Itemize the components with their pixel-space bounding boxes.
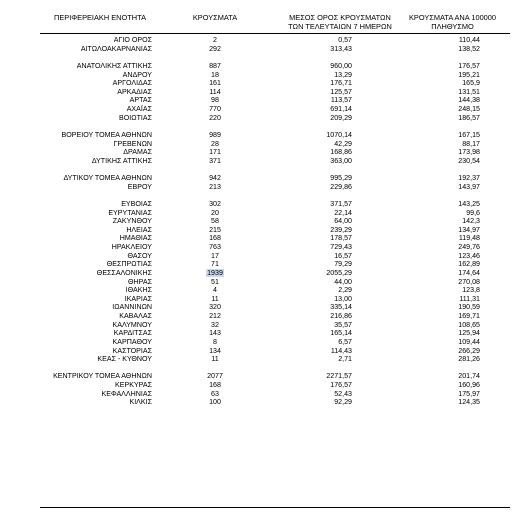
cases-cell: 942 [209,174,221,182]
table-row [0,243,514,252]
cases-cell: 32 [211,320,219,329]
cases-cell: 51 [211,277,219,286]
rate-cell: 175,97 [458,389,480,398]
table-body [0,36,514,407]
avg-cell: 13,29 [334,70,352,79]
rate-cell: 174,64 [458,268,480,277]
table-row [0,96,514,105]
region-cell: ΚΕΑΣ - ΚΥΘΝΟΥ [97,355,152,364]
rate-cell: 270,08 [458,277,480,286]
group-spacer [0,191,514,200]
region-cell: ΚΙΛΚΙΣ [129,398,152,407]
region-cell: ΑΡΤΑΣ [129,96,152,105]
region-cell: ΑΙΤΩΛΟΑΚΑΡΝΑΝΙΑΣ [80,44,152,53]
avg-cell: 313,43 [330,44,352,53]
cases-cell: 17 [211,251,219,260]
avg-cell: 691,14 [330,105,352,113]
rate-cell: 99,6 [466,208,480,217]
rate-cell: 169,71 [458,312,480,320]
cases-cell: 989 [209,130,221,139]
cases-cell: 320 [209,303,221,312]
avg-cell: 176,71 [330,79,352,88]
avg-cell: 960,00 [330,61,352,70]
region-cell: ΒΟΙΩΤΙΑΣ [119,113,152,122]
cases-cell: 4 [213,286,217,295]
table-row [0,174,514,183]
avg-cell: 371,57 [330,199,352,208]
cases-cell: 763 [209,243,221,251]
avg-cell: 239,29 [330,225,352,234]
region-cell: ΙΚΑΡΙΑΣ [124,294,152,303]
rate-cell: 266,29 [458,346,480,355]
cases-cell: 371 [209,156,221,165]
selected-text-highlight[interactable]: 1939 [207,268,223,277]
rate-cell: 123,46 [458,251,480,260]
region-cell: ΔΥΤΙΚΟΥ ΤΟΜΕΑ ΑΘΗΝΩΝ [63,174,152,182]
cases-cell: 143 [209,329,221,338]
table-row [0,303,514,312]
region-cell: ΑΧΑΪΑΣ [126,105,152,113]
rate-cell: 201,74 [458,372,480,381]
cases-cell: 114 [209,87,221,96]
avg-cell: 0,57 [338,36,352,44]
header-region: ΠΕΡΙΦΕΡΕΙΑΚΗ ΕΝΟΤΗΤΑ [54,13,146,22]
table-row [0,36,514,45]
rate-cell: 138,52 [458,44,480,53]
region-cell: ΓΡΕΒΕΝΩΝ [113,139,152,148]
table-row [0,286,514,295]
cases-cell: 168 [209,234,221,243]
avg-cell: 216,86 [330,312,352,320]
avg-cell: 168,86 [330,148,352,157]
avg-cell: 22,14 [334,208,352,217]
avg-cell: 114,43 [330,346,352,355]
avg-cell: 995,29 [330,174,352,182]
cases-cell: 171 [209,148,221,157]
rate-cell: 119,48 [458,234,480,243]
table-row [0,372,514,381]
group-spacer [0,122,514,131]
region-cell: ΚΑΡΠΑΘΟΥ [112,337,152,346]
table-row [0,79,514,88]
table-row [0,355,514,364]
avg-cell: 2055,29 [326,268,352,277]
table-row [0,278,514,287]
header-7day-average: ΜΕΣΟΣ ΟΡΟΣ ΚΡΟΥΣΜΑΤΩΝ ΤΩΝ ΤΕΛΕΥΤΑΙΩΝ 7 ΗΜΕΡΩΝ [288,13,392,31]
avg-cell: 178,57 [330,234,352,243]
avg-cell: 335,14 [330,303,352,312]
region-cell: ΗΛΕΙΑΣ [126,225,152,234]
table-row [0,329,514,338]
table-row [0,209,514,218]
table-row [0,140,514,149]
region-cell: ΕΥΡΥΤΑΝΙΑΣ [108,208,152,217]
region-cell: ΚΕΝΤΡΙΚΟΥ ΤΟΜΕΑ ΑΘΗΝΩΝ [53,372,152,381]
cases-cell: 213 [209,182,221,191]
rate-cell: 160,96 [458,381,480,389]
table-row [0,260,514,269]
avg-cell: 363,00 [330,156,352,165]
region-cell: ΚΑΣΤΟΡΙΑΣ [112,346,152,355]
table-row [0,338,514,347]
rate-cell: 230,54 [458,156,480,165]
region-cell: ΘΕΣΠΡΩΤΙΑΣ [106,260,152,269]
table-row [0,321,514,330]
rate-cell: 167,15 [458,130,480,139]
avg-cell: 13,00 [334,294,352,303]
table-row [0,390,514,399]
table-row [0,217,514,226]
region-cell: ΚΑΛΥΜΝΟΥ [112,320,152,329]
table-row [0,398,514,407]
avg-cell: 165,14 [330,329,352,338]
table-row [0,183,514,192]
region-cell: ΙΩΑΝΝΙΝΩΝ [112,303,152,312]
table-row [0,71,514,80]
table-row [0,347,514,356]
region-cell: ΗΜΑΘΙΑΣ [119,234,152,243]
cases-cell: 215 [209,225,221,234]
cases-cell: 134 [209,346,221,355]
rate-cell: 192,37 [458,174,480,182]
rate-cell: 144,38 [458,96,480,105]
table-row [0,252,514,261]
cases-cell: 58 [211,217,219,226]
cases-cell: 168 [209,381,221,389]
avg-cell: 229,86 [330,182,352,191]
header-rule [40,33,510,34]
cases-cell: 887 [209,61,221,70]
table-row [0,312,514,321]
table-row [0,148,514,157]
rate-cell: 176,57 [458,61,480,70]
avg-cell: 113,57 [330,96,352,105]
avg-cell: 2,71 [338,355,352,364]
table-row [0,234,514,243]
cases-cell: 11 [211,294,219,303]
bottom-rule [40,507,510,508]
region-cell: ΑΡΓΟΛΙΔΑΣ [112,79,152,88]
rate-cell: 248,15 [458,105,480,113]
rate-cell: 143,97 [458,182,480,191]
region-cell: ΒΟΡΕΙΟΥ ΤΟΜΕΑ ΑΘΗΝΩΝ [61,130,152,139]
cases-cell: 2077 [207,372,223,381]
cases-cell: 212 [209,312,221,320]
region-cell: ΚΑΒΑΛΑΣ [119,312,152,320]
header-cases-per-100k: ΚΡΟΥΣΜΑΤΑ ΑΝΑ 100000 ΠΛΗΘΥΣΜΟ [408,13,497,31]
cases-cell: 28 [211,139,219,148]
table-row [0,381,514,390]
cases-cell: 2 [213,36,217,44]
group-spacer [0,53,514,62]
avg-cell: 6,57 [338,337,352,346]
cases-cell: 71 [211,260,219,269]
avg-cell: 2,29 [338,286,352,295]
cases-cell: 11 [211,355,219,364]
rate-cell: 281,26 [458,355,480,364]
avg-cell: 52,43 [334,389,352,398]
cases-cell: 20 [211,208,219,217]
avg-cell: 209,29 [330,113,352,122]
cases-cell: 100 [209,398,221,407]
region-cell: ΕΒΡΟΥ [127,182,152,191]
cases-cell: 292 [209,44,221,53]
cases-cell: 63 [211,389,219,398]
avg-cell: 35,57 [334,320,352,329]
region-cell: ΖΑΚΥΝΘΟΥ [112,217,152,226]
table-row [0,88,514,97]
header-cases: ΚΡΟΥΣΜΑΤΑ [192,13,238,22]
rate-cell: 165,9 [462,79,480,88]
region-cell: ΚΑΡΔΙΤΣΑΣ [113,329,152,338]
rate-cell: 134,97 [458,225,480,234]
cases-cell: 8 [213,337,217,346]
region-cell: ΚΕΦΑΛΛΗΝΙΑΣ [101,389,152,398]
rate-cell: 110,44 [458,36,480,44]
region-cell: ΑΡΚΑΔΙΑΣ [117,87,152,96]
cases-cell [195,269,235,278]
region-cell: ΑΝΑΤΟΛΙΚΗΣ ΑΤΤΙΚΗΣ [76,61,152,70]
table-row [0,62,514,71]
avg-cell: 2271,57 [326,372,352,381]
avg-cell: 729,43 [330,243,352,251]
region-cell: ΘΑΣΟΥ [127,251,152,260]
avg-cell: 79,29 [334,260,352,269]
rate-cell: 195,21 [458,70,480,79]
avg-cell: 176,57 [330,381,352,389]
cases-cell: 770 [209,105,221,113]
rate-cell: 142,3 [462,217,480,226]
region-cell: ΑΝΔΡΟΥ [122,70,152,79]
table-row [0,105,514,114]
rate-cell: 124,35 [458,398,480,407]
rate-cell: 88,17 [462,139,480,148]
region-cell: ΕΥΒΟΙΑΣ [121,199,152,208]
table-row [0,45,514,54]
rate-cell: 111,31 [459,294,480,303]
table-row [0,200,514,209]
avg-cell: 1070,14 [326,130,352,139]
table-row [0,114,514,123]
region-cell: ΔΥΤΙΚΗΣ ΑΤΤΙΚΗΣ [91,156,152,165]
rate-cell: 131,51 [458,87,480,96]
avg-cell: 42,29 [334,139,352,148]
region-cell: ΗΡΑΚΛΕΙΟΥ [111,243,152,251]
rate-cell: 173,98 [458,148,480,157]
rate-cell: 186,57 [458,113,480,122]
avg-cell: 16,57 [334,251,352,260]
rate-cell: 190,59 [458,303,480,312]
rate-cell: 125,94 [458,329,480,338]
avg-cell: 125,57 [330,87,352,96]
group-spacer [0,364,514,373]
region-cell: ΙΘΑΚΗΣ [125,286,152,295]
rate-cell: 162,89 [458,260,480,269]
rate-cell: 108,65 [458,320,480,329]
cases-cell: 161 [209,79,221,88]
rate-cell: 249,76 [458,243,480,251]
cases-cell: 18 [211,70,219,79]
table-row [0,131,514,140]
cases-cell: 220 [209,113,221,122]
cases-cell: 98 [211,96,219,105]
region-cell: ΚΕΡΚΥΡΑΣ [115,381,152,389]
table-row [0,269,514,278]
avg-cell: 92,29 [334,398,352,407]
cases-cell: 302 [209,199,221,208]
region-cell: ΔΡΑΜΑΣ [123,148,152,157]
table-row [0,295,514,304]
group-spacer [0,165,514,174]
avg-cell: 44,00 [334,277,352,286]
table-row [0,226,514,235]
rate-cell: 109,44 [458,337,480,346]
region-cell: ΘΕΣΣΑΛΟΝΙΚΗΣ [96,268,152,277]
region-cell: ΘΗΡΑΣ [128,277,152,286]
region-cell: ΑΓΙΟ ΟΡΟΣ [113,36,152,44]
rate-cell: 123,8 [462,286,480,295]
avg-cell: 64,00 [334,217,352,226]
table-row [0,157,514,166]
rate-cell: 143,25 [458,199,480,208]
